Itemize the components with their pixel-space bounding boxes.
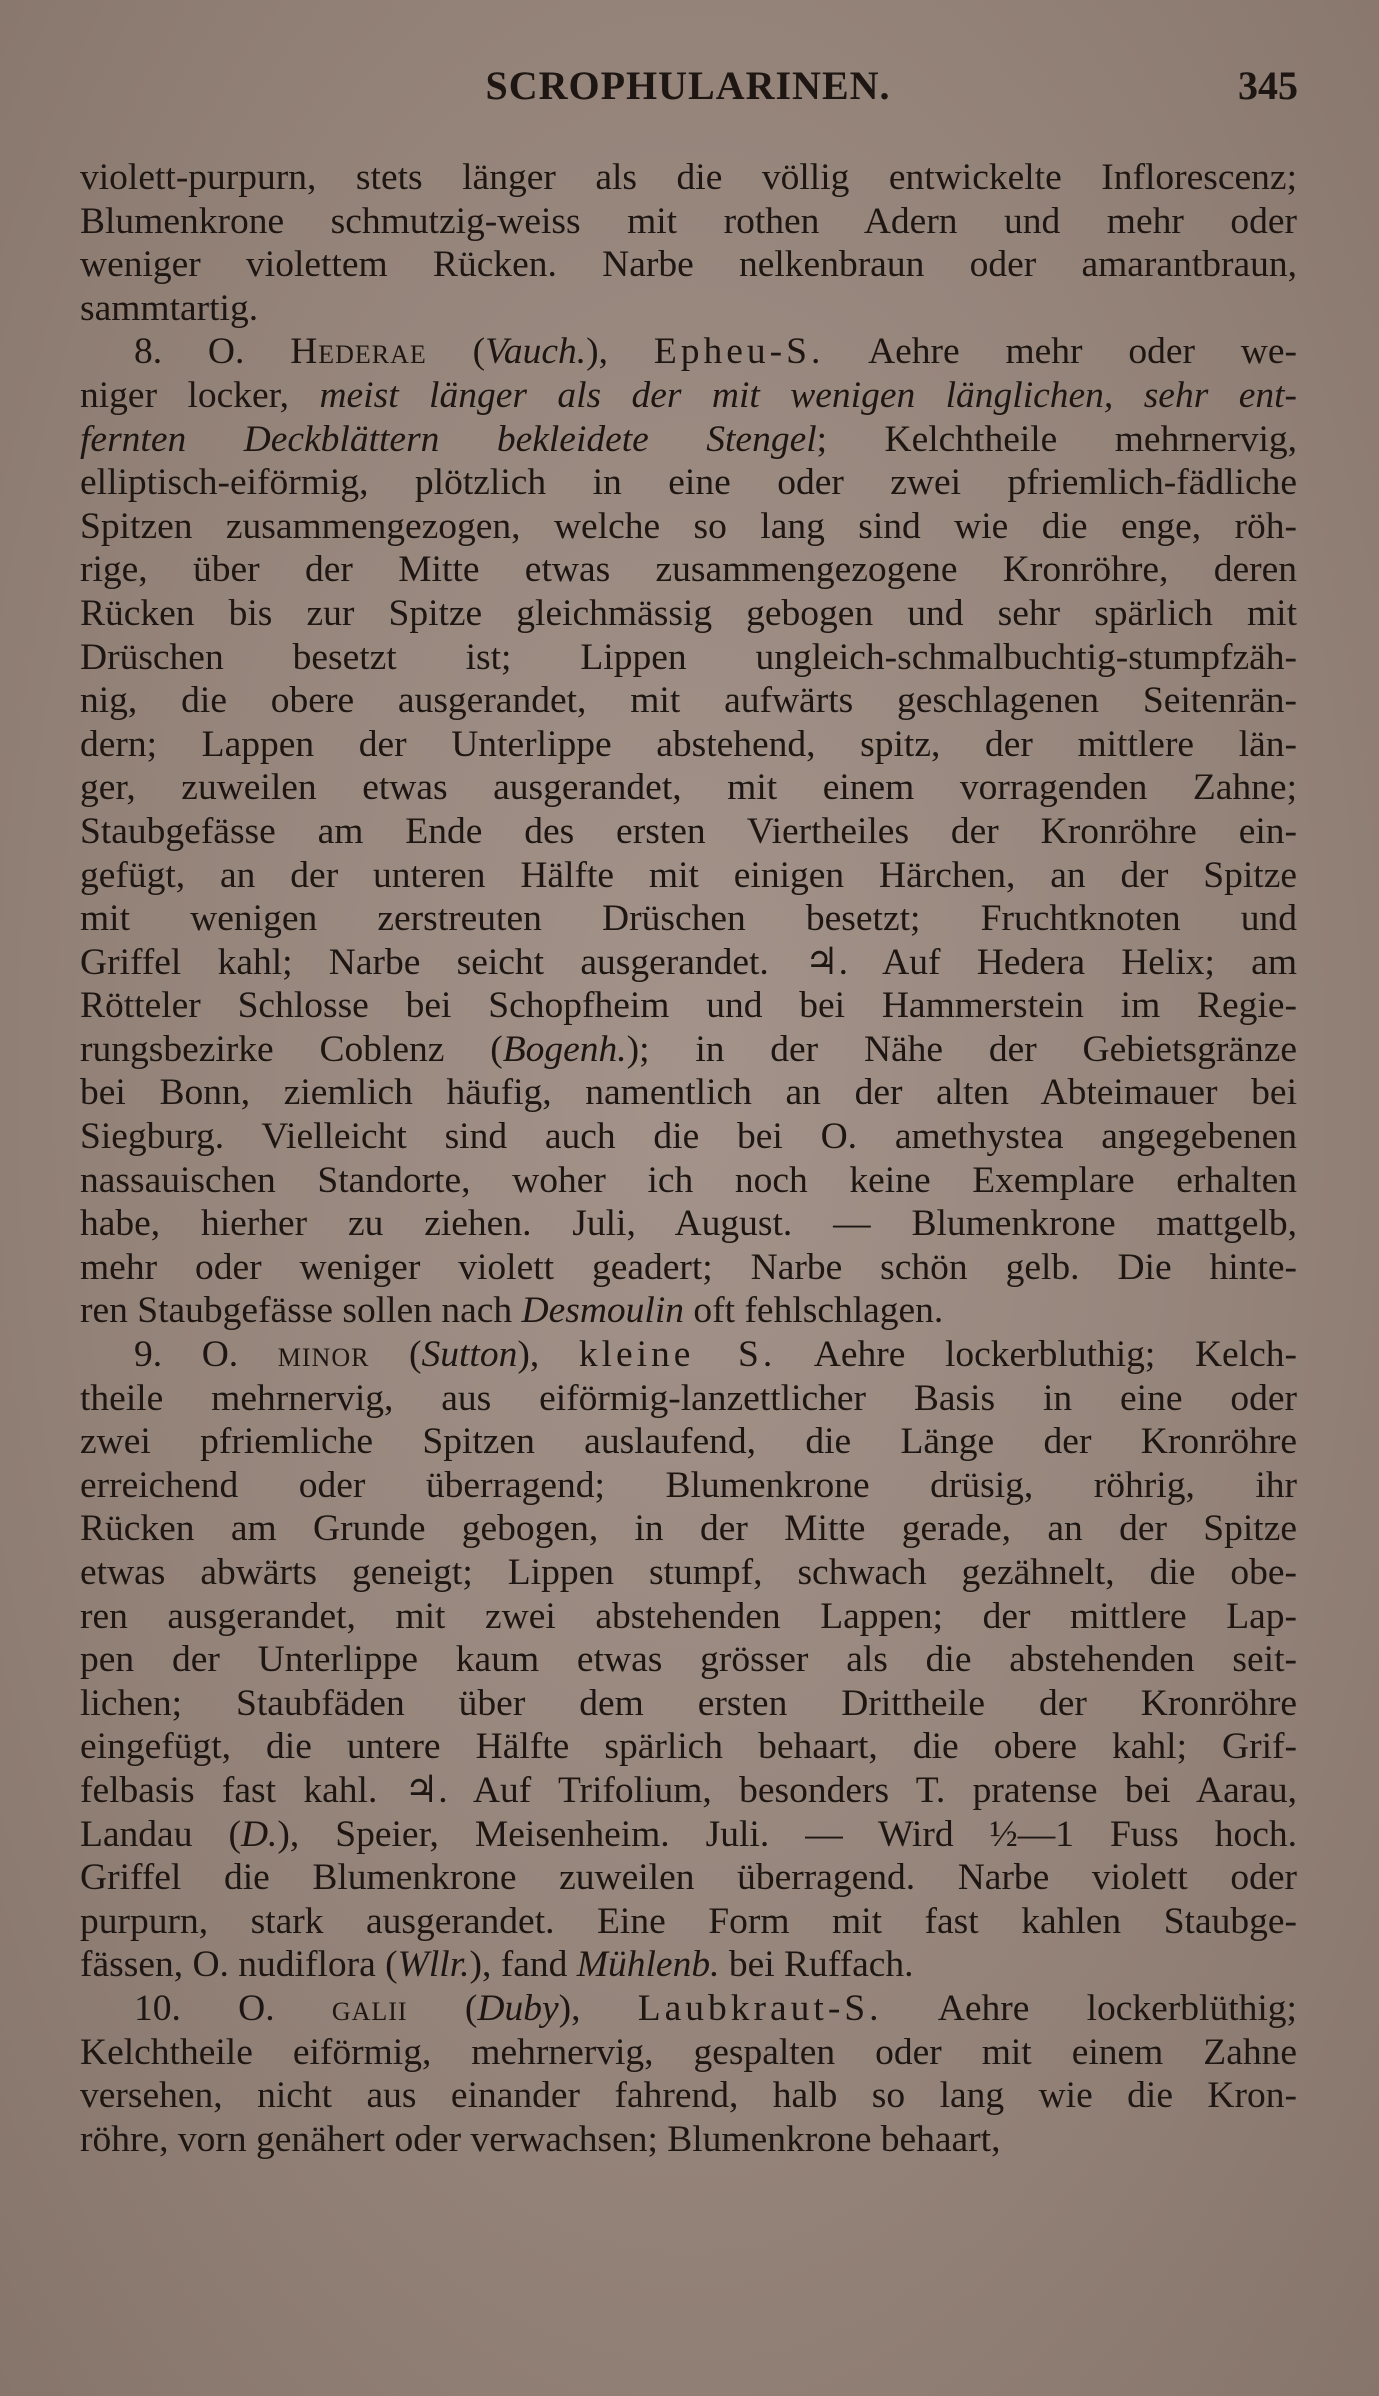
text-line [80, 679, 1297, 723]
text-line [80, 1682, 1297, 1726]
text-segment: versehen, nicht aus einander fahrend, halb so lang wie die Kron- [80, 2075, 1297, 2117]
text-segment: 8. O. [134, 331, 291, 373]
text-segment: ( [426, 331, 486, 373]
text-line [80, 1246, 1297, 1290]
text-line [80, 1377, 1297, 1421]
text-segment: Vauch. [485, 331, 587, 373]
text-line [80, 636, 1297, 680]
text-segment: ( [369, 1334, 422, 1376]
text-line [80, 1115, 1297, 1159]
text-line [80, 897, 1297, 941]
text-line [80, 505, 1297, 549]
text-line [80, 1943, 1297, 1987]
text-line [80, 984, 1297, 1028]
text-line [80, 1856, 1297, 1900]
text-line [80, 1159, 1297, 1203]
text-segment: Aehre mehr oder we- [824, 331, 1297, 373]
text-segment: rungsbezirke Coblenz ( [80, 1028, 503, 1070]
text-segment: Rötteler Schlosse bei Schopfheim und bei Hammerstein im Regie- [80, 985, 1297, 1027]
text-line [80, 2074, 1297, 2118]
text-segment: nassauischen Standorte, woher ich noch keine Exemplare erhalten [80, 1159, 1297, 1201]
text-segment: Desmoulin [521, 1290, 685, 1332]
text-segment: etwas abwärts geneigt; Lippen stumpf, schwach gezähnelt, die obe- [80, 1552, 1297, 1593]
text-line [80, 1071, 1297, 1115]
text-line [80, 418, 1297, 462]
text-segment: 9. O. [134, 1334, 278, 1376]
text-line [80, 1900, 1297, 1944]
text-segment: ren Staubgefässe sollen nach [80, 1290, 522, 1332]
text-segment: 10. O. [134, 1987, 332, 2029]
text-segment: Aehre lockerbluthig; Kelch- [776, 1334, 1297, 1376]
text-segment: felbasis fast kahl. ♃. Auf Trifolium, besonders T. pratense bei Aarau, [80, 1769, 1297, 1811]
text-line [80, 156, 1297, 200]
text-line [80, 200, 1297, 244]
text-segment: kleine S. [578, 1334, 777, 1376]
text-line [80, 548, 1297, 592]
text-line [80, 854, 1297, 898]
text-segment: lichen; Staubfäden über dem ersten Drittheile der Kronröhre [80, 1682, 1297, 1724]
text-segment: Griffel die Blumenkrone zuweilen überragend. Narbe violett oder [80, 1857, 1297, 1899]
text-segment: theile mehrnervig, aus eiförmig-lanzettlicher Basis in eine oder [80, 1377, 1297, 1419]
text-line [80, 1507, 1297, 1551]
text-segment: bei Bonn, ziemlich häufig, namentlich an der alten Abteimauer bei [80, 1072, 1297, 1114]
text-line [80, 2118, 1297, 2162]
text-column [80, 156, 1297, 2161]
text-segment: röhre, vorn genähert oder verwachsen; Blumenkrone behaart, [80, 2118, 1001, 2160]
text-segment: fernten Deckblättern bekleidete Stengel [80, 418, 817, 460]
text-segment: Rücken bis zur Spitze gleichmässig gebogen und sehr spärlich mit [80, 592, 1297, 634]
text-segment: Staubgefässe am Ende des ersten Viertheiles der Kronröhre ein- [80, 810, 1297, 852]
text-line [80, 1725, 1297, 1769]
text-line [80, 1813, 1297, 1857]
page-title: SCROPHULARINEN. [485, 63, 891, 108]
text-segment: Griffel kahl; Narbe seicht ausgerandet. ♃. Auf Hedera Helix; am [80, 941, 1297, 983]
text-segment: purpurn, stark ausgerandet. Eine Form mit fast kahlen Staubge- [80, 1900, 1297, 1942]
text-segment: rige, über der Mitte etwas zusammengezogene Kronröhre, deren [80, 549, 1297, 591]
text-line [80, 374, 1297, 418]
text-segment: ( [407, 1987, 478, 2029]
text-line [80, 1638, 1297, 1682]
text-segment: elliptisch-eiförmig, plötzlich in eine oder zwei pfriemlich-fädliche [80, 462, 1297, 504]
text-segment: ), fand [469, 1944, 577, 1986]
text-line [80, 1202, 1297, 1246]
text-line [80, 1028, 1297, 1072]
text-segment: Mühlenb. [576, 1944, 720, 1986]
text-segment: Hederae [290, 331, 427, 373]
text-segment: Siegburg. Vielleicht sind auch die bei O. amethystea angegebenen [80, 1116, 1297, 1158]
text-segment: D. [240, 1813, 278, 1855]
text-line [80, 766, 1297, 810]
text-segment: ), [517, 1334, 579, 1376]
text-segment: Wllr. [397, 1944, 470, 1986]
text-segment: violett-purpurn, stets länger als die völlig entwickelte Inflorescenz; [80, 157, 1297, 198]
text-segment: meist länger als der mit wenigen länglichen, sehr ent- [319, 374, 1297, 416]
text-segment: oft fehlschlagen. [684, 1290, 944, 1332]
text-line [80, 1769, 1297, 1813]
text-line [80, 810, 1297, 854]
text-line [80, 1595, 1297, 1639]
text-segment: ger, zuweilen etwas ausgerandet, mit einem vorragenden Zahne; [80, 767, 1297, 809]
text-segment: eingefügt, die untere Hälfte spärlich behaart, die obere kahl; Grif- [80, 1726, 1297, 1768]
text-segment: galii [331, 1987, 408, 2029]
text-segment: bei Ruffach. [719, 1944, 914, 1986]
text-segment: minor [277, 1334, 370, 1376]
text-line [80, 723, 1297, 767]
text-segment: weniger violettem Rücken. Narbe nelkenbraun oder amarantbraun, [80, 244, 1297, 286]
text-segment: Laubkraut-S. [637, 1987, 883, 2029]
text-segment: ); in der Nähe der Gebietsgränze [626, 1028, 1297, 1070]
text-line [80, 592, 1297, 636]
text-segment: erreichend oder überragend; Blumenkrone drüsig, röhrig, ihr [80, 1464, 1297, 1506]
text-line [80, 2031, 1297, 2075]
text-segment: Kelchtheile eiförmig, mehrnervig, gespalten oder mit einem Zahne [80, 2031, 1297, 2073]
text-line [80, 461, 1297, 505]
text-segment: sammtartig. [80, 287, 259, 329]
text-segment: mit wenigen zerstreuten Drüschen besetzt; Fruchtknoten und [80, 898, 1297, 940]
text-line [80, 1551, 1297, 1595]
text-segment: ), Speier, Meisenheim. Juli. — Wird ½—1 Fuss hoch. [277, 1813, 1298, 1855]
text-segment: Duby [477, 1987, 559, 2029]
text-segment: ; Kelchtheile mehrnervig, [816, 418, 1297, 460]
text-line [80, 1464, 1297, 1508]
text-segment: niger locker, [80, 374, 320, 416]
text-segment: dern; Lappen der Unterlippe abstehend, spitz, der mittlere län- [80, 723, 1297, 765]
text-line [80, 1333, 1297, 1377]
text-segment: Landau ( [80, 1813, 241, 1855]
text-line [80, 243, 1297, 287]
text-segment: Sutton [421, 1334, 518, 1376]
text-line [80, 330, 1297, 374]
text-segment: Bogenh. [502, 1028, 627, 1070]
text-line [80, 941, 1297, 985]
running-head [78, 62, 1298, 118]
text-segment: Drüschen besetzt ist; Lippen ungleich-schmalbuchtig-stumpfzäh- [80, 636, 1297, 678]
text-line [80, 1420, 1297, 1464]
text-segment: ren ausgerandet, mit zwei abstehenden Lappen; der mittlere Lap- [80, 1595, 1297, 1637]
text-line [80, 1987, 1297, 2031]
text-segment: gefügt, an der unteren Hälfte mit einigen Härchen, an der Spitze [80, 854, 1297, 896]
text-segment: Blumenkrone schmutzig-weiss mit rothen Adern und mehr oder [80, 200, 1297, 242]
text-segment: Epheu-S. [653, 331, 825, 373]
text-segment: Aehre lockerblüthig; [882, 1987, 1297, 2029]
text-segment: ), [586, 331, 654, 373]
text-line [80, 287, 1297, 331]
text-segment: fässen, O. nudiflora ( [80, 1944, 398, 1986]
page-number: 345 [1238, 63, 1298, 108]
text-segment: habe, hierher zu ziehen. Juli, August. — Blumenkrone mattgelb, [80, 1203, 1297, 1245]
text-segment: pen der Unterlippe kaum etwas grösser als die abstehenden seit- [80, 1639, 1297, 1681]
text-segment: Spitzen zusammengezogen, welche so lang sind wie die enge, röh- [80, 505, 1297, 547]
text-segment: nig, die obere ausgerandet, mit aufwärts geschlagenen Seitenrän- [80, 680, 1297, 722]
text-segment: zwei pfriemliche Spitzen auslaufend, die Länge der Kronröhre [80, 1421, 1297, 1463]
text-segment: Rücken am Grunde gebogen, in der Mitte gerade, an der Spitze [80, 1508, 1297, 1550]
text-segment: ), [558, 1987, 638, 2029]
text-segment: mehr oder weniger violett geadert; Narbe schön gelb. Die hinte- [80, 1246, 1297, 1288]
text-line [80, 1289, 1297, 1333]
